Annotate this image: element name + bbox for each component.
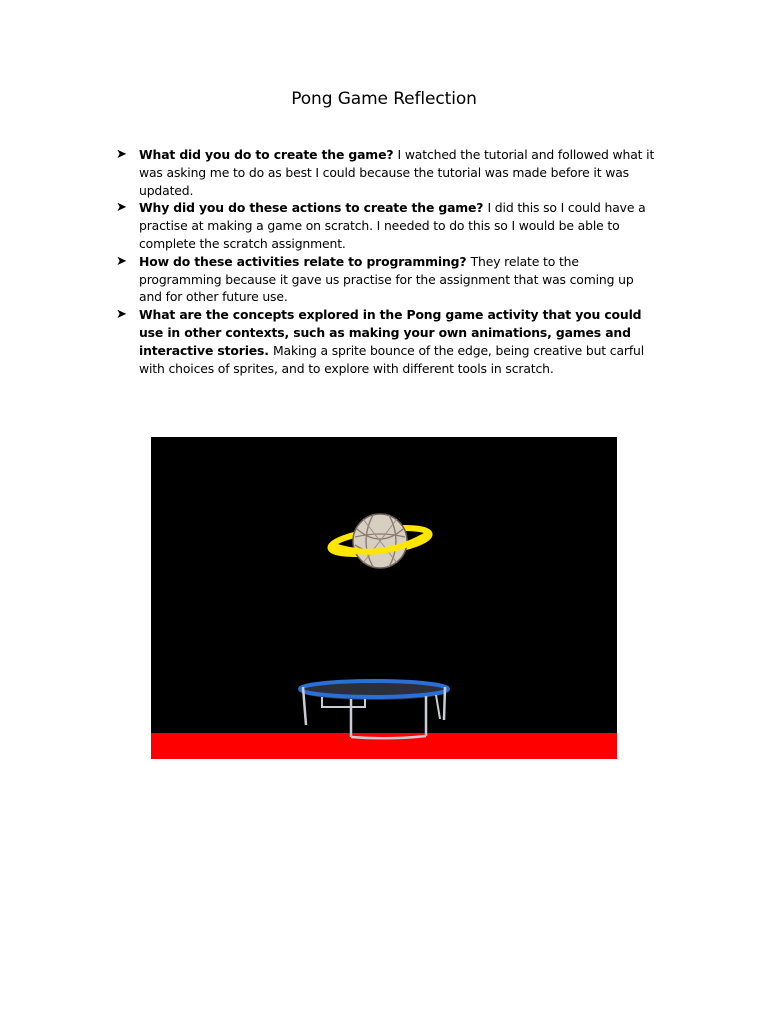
answer-text: Making a sprite bounce of the edge, being creative but carful with choices of sprites, and to explore with different tools in scratch. (139, 342, 645, 376)
list-item (0, 199, 659, 252)
arrowhead-bullet-icon: ➤ (116, 307, 127, 323)
reflection-list (0, 146, 768, 377)
arrowhead-bullet-icon: ➤ (116, 147, 127, 162)
list-item (0, 146, 659, 199)
answer-text: I did this so I could have a practise at making a game on scratch. I needed to do this so I would be able to complete the scratch assignment. (139, 200, 646, 251)
red-floor (151, 733, 617, 759)
stage-background (151, 437, 617, 759)
list-item (0, 253, 659, 306)
answer-text: I watched the tutorial and followed what it was asking me to do as best I could because the tutorial was made before it was updated. (139, 147, 655, 198)
arrowhead-bullet-icon: ➤ (116, 253, 127, 269)
page-title: Pong Game Reflection (291, 89, 477, 109)
arrowhead-bullet-icon: ➤ (116, 200, 127, 216)
game-screenshot (151, 437, 617, 759)
list-item (0, 306, 659, 377)
question-text: What are the concepts explored in the Pong game activity that you could use in other contexts, such as making your own animations, games and interactive stories. (139, 307, 642, 358)
answer-text: They relate to the programming because it gave us practise for the assignment that was coming up and for other future use. (139, 253, 634, 305)
question-text: What did you do to create the game? (139, 147, 398, 162)
question-text: Why did you do these actions to create the game? (139, 200, 488, 216)
question-text: How do these activities relate to programming? (139, 253, 471, 269)
game-stage-svg (151, 437, 617, 759)
